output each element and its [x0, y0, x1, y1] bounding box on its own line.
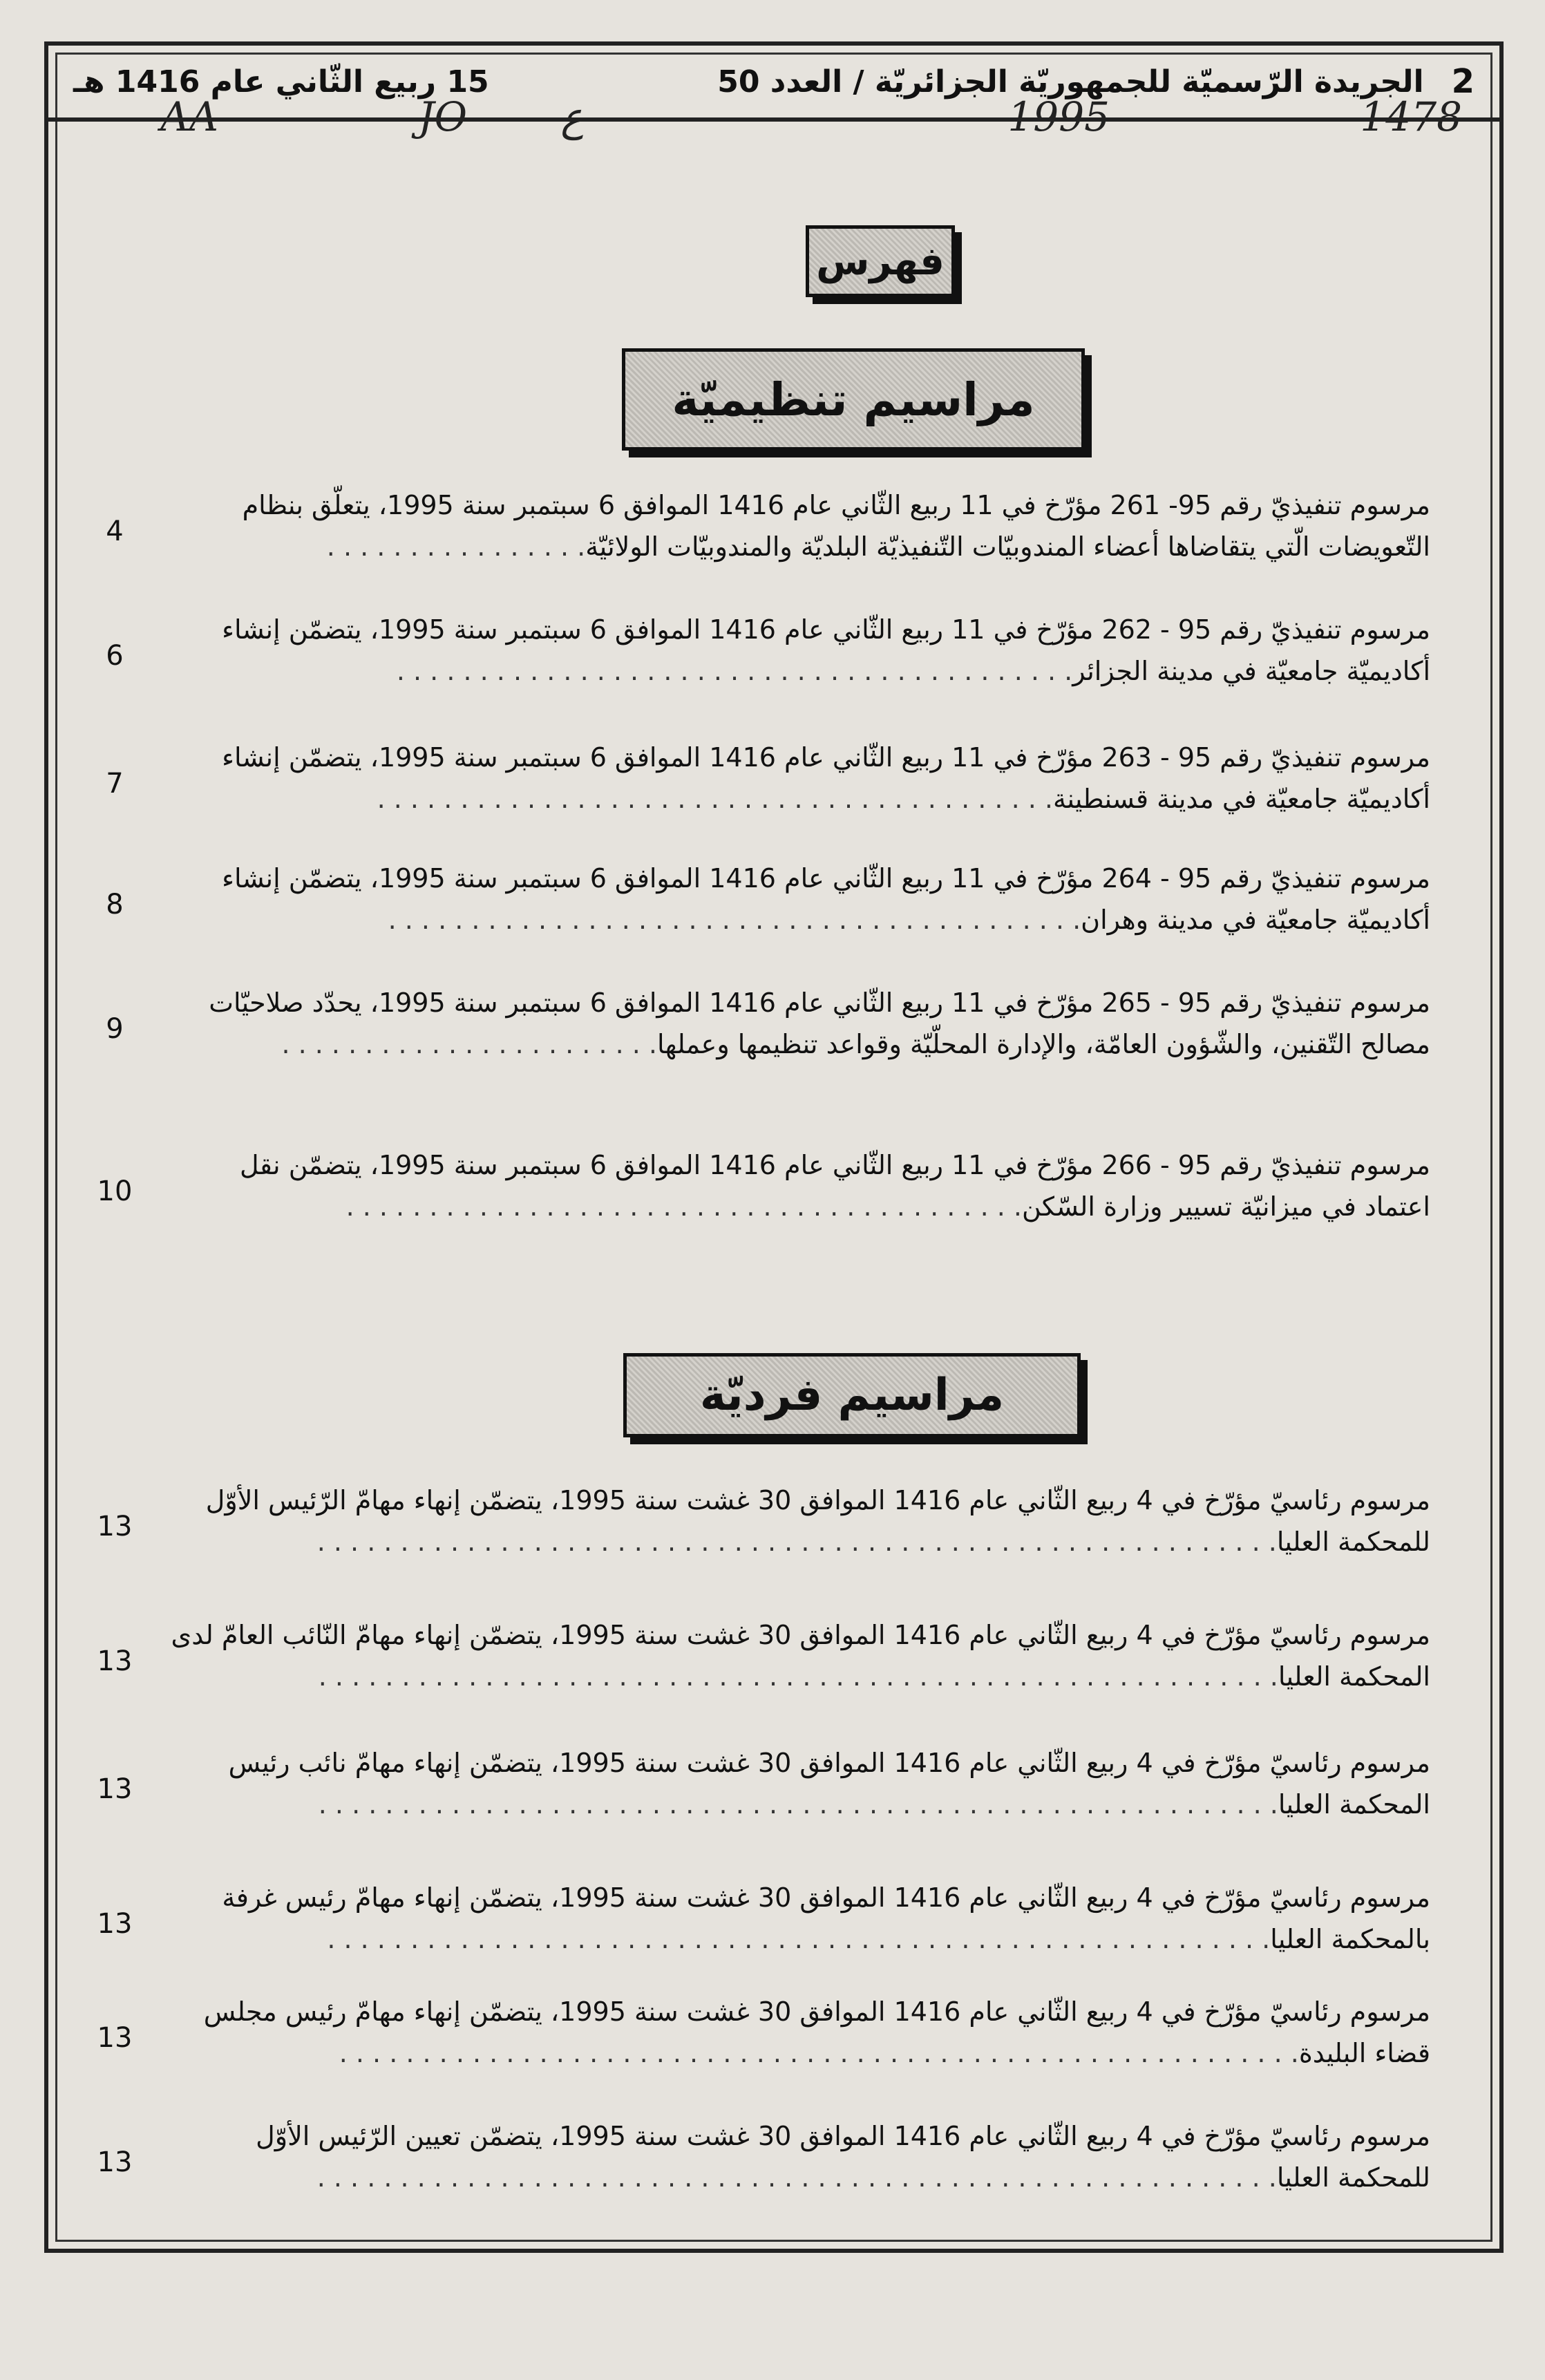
- dot-leader: . . . . . . . . . . . . . . . . . . . . . . . . . . . . . . . . . . . . . . . . . . . . . . . . . . . . . . . . . .: [339, 2038, 1299, 2068]
- toc-entry-line1: مرسوم تنفيذيّ رقم 95 - 264 مؤرّخ في 11 ربيع الثّاني عام 1416 الموافق 6 سبتمبر سنة 1995، يتضمّن إنشاء: [222, 863, 1430, 894]
- toc-page-number: 13: [97, 2022, 133, 2054]
- toc-entry-line2: للمحكمة العليا: [1276, 2162, 1430, 2193]
- toc-entry-line2: أكاديميّة جامعيّة في مدينة الجزائر: [1072, 656, 1430, 686]
- dot-leader: . . . . . . . . . . . . . . . . . . . . . . . . . . . . . . . . . . . . . . . . . . . . . . . . . . . . . . . . . .: [318, 1789, 1278, 1820]
- toc-entry[interactable]: [48, 1877, 1499, 1981]
- toc-entry[interactable]: [48, 2115, 1499, 2219]
- toc-entry-text: [138, 737, 1430, 820]
- dot-leader: . . . . . . . . . . . . . . . . . . . . . . . . . . . . . . . . . . . . . . . . . . . . . . . . . . . . . . . . . .: [316, 1527, 1277, 1557]
- dot-leader: . . . . . . . . . . . . . . . . . . . . . . . . . . . . . . . . . . . . . . . . .: [377, 784, 1053, 814]
- toc-entry-line1: مرسوم رئاسيّ مؤرّخ في 4 ربيع الثّاني عام 1416 الموافق 30 غشت سنة 1995، يتضمّن إنهاء مهامّ رئيس مجلس: [203, 1996, 1430, 2027]
- toc-entry[interactable]: [48, 858, 1499, 961]
- toc-entry-text: [138, 982, 1430, 1065]
- section-title-individual-decrees: مراسيم فرديّة: [623, 1353, 1081, 1437]
- toc-entry[interactable]: [48, 737, 1499, 840]
- toc-entry[interactable]: [48, 982, 1499, 1086]
- gazette-title: الجريدة الرّسميّة للجمهوريّة الجزائريّة / العدد 50: [717, 64, 1424, 100]
- toc-entry-line1: مرسوم رئاسيّ مؤرّخ في 4 ربيع الثّاني عام 1416 الموافق 30 غشت سنة 1995، يتضمّن تعيين الرّئيس الأوّل: [256, 2121, 1430, 2151]
- toc-page-number: 13: [97, 1773, 133, 1805]
- toc-page-number: 13: [97, 2146, 133, 2178]
- toc-page-number: 9: [106, 1013, 124, 1045]
- toc-entry-line1: مرسوم رئاسيّ مؤرّخ في 4 ربيع الثّاني عام 1416 الموافق 30 غشت سنة 1995، يتضمّن إنهاء مهامّ النّائب العامّ لدى: [171, 1620, 1430, 1650]
- toc-entry-line2: المحكمة العليا: [1278, 1789, 1430, 1820]
- toc-entry-line1: مرسوم رئاسيّ مؤرّخ في 4 ربيع الثّاني عام 1416 الموافق 30 غشت سنة 1995، يتضمّن إنهاء مهامّ الرّئيس الأوّل: [205, 1485, 1430, 1515]
- toc-entry[interactable]: [48, 1742, 1499, 1846]
- dot-leader: . . . . . . . . . . . . . . . . . . . . . . . . . . . . . . . . . . . . . . . . . . . . . . . . . . . . . . . . .: [327, 1924, 1271, 1954]
- toc-entry-line2: اعتماد في ميزانيّة تسيير وزارة السّكن: [1021, 1191, 1430, 1222]
- toc-page-number: 13: [97, 1908, 133, 1940]
- handwritten-note: AA: [160, 93, 218, 140]
- toc-entry-line1: مرسوم رئاسيّ مؤرّخ في 4 ربيع الثّاني عام 1416 الموافق 30 غشت سنة 1995، يتضمّن إنهاء مهامّ رئيس غرفة: [222, 1882, 1430, 1913]
- toc-entry[interactable]: [48, 1144, 1499, 1248]
- dot-leader: . . . . . . . . . . . . . . . . . . . . . . . . . . . . . . . . . . . . . . . . .: [396, 656, 1073, 686]
- toc-entry-text: [138, 484, 1430, 567]
- toc-page-number: 4: [106, 516, 124, 547]
- toc-entry-text: [138, 858, 1430, 941]
- toc-entry-text: [138, 1991, 1430, 2074]
- toc-entry-text: [138, 1614, 1430, 1697]
- toc-entry-line2: أكاديميّة جامعيّة في مدينة قسنطينة: [1052, 784, 1430, 814]
- toc-entry-line1: مرسوم تنفيذيّ رقم 95 - 262 مؤرّخ في 11 ربيع الثّاني عام 1416 الموافق 6 سبتمبر سنة 1995، يتضمّن إنشاء: [222, 614, 1430, 645]
- toc-entry-text: [138, 1480, 1430, 1562]
- section-title-regulatory-decrees: مراسيم تنظيميّة: [622, 348, 1085, 451]
- dot-leader: . . . . . . . . . . . . . . . . . . . . . . . . . . . . . . . . . . . . . . . . .: [345, 1191, 1022, 1222]
- page-frame: [44, 41, 1504, 2253]
- toc-entry-text: [138, 1877, 1430, 1960]
- toc-entry-line2: للمحكمة العليا: [1276, 1527, 1430, 1557]
- toc-entry[interactable]: [48, 609, 1499, 712]
- dot-leader: . . . . . . . . . . . . . . . .: [326, 531, 586, 562]
- toc-page-number: 7: [106, 768, 124, 800]
- toc-entry[interactable]: [48, 1480, 1499, 1583]
- toc-page-number: 8: [106, 889, 124, 920]
- handwritten-note: JO: [418, 93, 467, 140]
- dot-leader: . . . . . . . . . . . . . . . . . . . . . . . . . . . . . . . . . . . . . . . . . .: [388, 905, 1081, 935]
- toc-entry-text: [138, 609, 1430, 692]
- dot-leader: . . . . . . . . . . . . . . . . . . . . . . . . . . . . . . . . . . . . . . . . . . . . . . . . . . . . . . . . . .: [318, 1661, 1278, 1692]
- toc-entry-text: [138, 1742, 1430, 1825]
- page-number: 2: [1451, 62, 1475, 101]
- index-title: فهرس: [806, 225, 955, 297]
- toc-page-number: 13: [97, 1645, 133, 1677]
- toc-entry-line1: مرسوم تنفيذيّ رقم 95 - 266 مؤرّخ في 11 ربيع الثّاني عام 1416 الموافق 6 سبتمبر سنة 1995، يتضمّن نقل: [240, 1150, 1430, 1180]
- toc-entry[interactable]: [48, 484, 1499, 588]
- toc-entry-line2: المحكمة العليا: [1278, 1661, 1430, 1692]
- toc-page-number: 13: [97, 1511, 133, 1542]
- toc-entry-text: [138, 2115, 1430, 2198]
- page-header: [48, 46, 1499, 122]
- toc-page-number: 6: [106, 640, 124, 672]
- dot-leader: . . . . . . . . . . . . . . . . . . . . . . . . . . . . . . . . . . . . . . . . . . . . . . . . . . . . . . . . . .: [316, 2162, 1277, 2193]
- toc-page-number: 10: [97, 1175, 133, 1207]
- handwritten-note: 1995: [1007, 93, 1110, 140]
- toc-entry-line2: أكاديميّة جامعيّة في مدينة وهران: [1081, 905, 1430, 935]
- toc-entry-line1: مرسوم رئاسيّ مؤرّخ في 4 ربيع الثّاني عام 1416 الموافق 30 غشت سنة 1995، يتضمّن إنهاء مهامّ نائب رئيس: [228, 1748, 1430, 1778]
- toc-entry-line2: مصالح التّقنين، والشّؤون العامّة، والإدارة المحلّيّة وقواعد تنظيمها وعملها: [657, 1029, 1430, 1059]
- handwritten-note: ع: [560, 93, 585, 140]
- toc-entry-line1: مرسوم تنفيذيّ رقم 95- 261 مؤرّخ في 11 ربيع الثّاني عام 1416 الموافق 6 سبتمبر سنة 1995، يتعلّق بنظام: [242, 490, 1430, 520]
- toc-entry-line2: التّعويضات الّتي يتقاضاها أعضاء المندوبيّات التّنفيذيّة البلديّة والمندوبيّات الولائيّة: [585, 531, 1430, 562]
- handwritten-note: 1478: [1360, 93, 1462, 140]
- toc-entry-line2: قضاء البليدة: [1298, 2038, 1430, 2068]
- toc-entry-line2: بالمحكمة العليا: [1270, 1924, 1430, 1954]
- toc-entry-line1: مرسوم تنفيذيّ رقم 95 - 265 مؤرّخ في 11 ربيع الثّاني عام 1416 الموافق 6 سبتمبر سنة 1995، يحدّد صلاحيّات: [209, 988, 1430, 1018]
- toc-entry[interactable]: [48, 1991, 1499, 2095]
- toc-entry-line1: مرسوم تنفيذيّ رقم 95 - 263 مؤرّخ في 11 ربيع الثّاني عام 1416 الموافق 6 سبتمبر سنة 1995، يتضمّن إنشاء: [222, 742, 1430, 773]
- dot-leader: . . . . . . . . . . . . . . . . . . . . . . .: [281, 1029, 657, 1059]
- issue-date: 15 ربيع الثّاني عام 1416 هـ: [73, 64, 489, 100]
- toc-entry[interactable]: [48, 1614, 1499, 1718]
- toc-entry-text: [138, 1144, 1430, 1227]
